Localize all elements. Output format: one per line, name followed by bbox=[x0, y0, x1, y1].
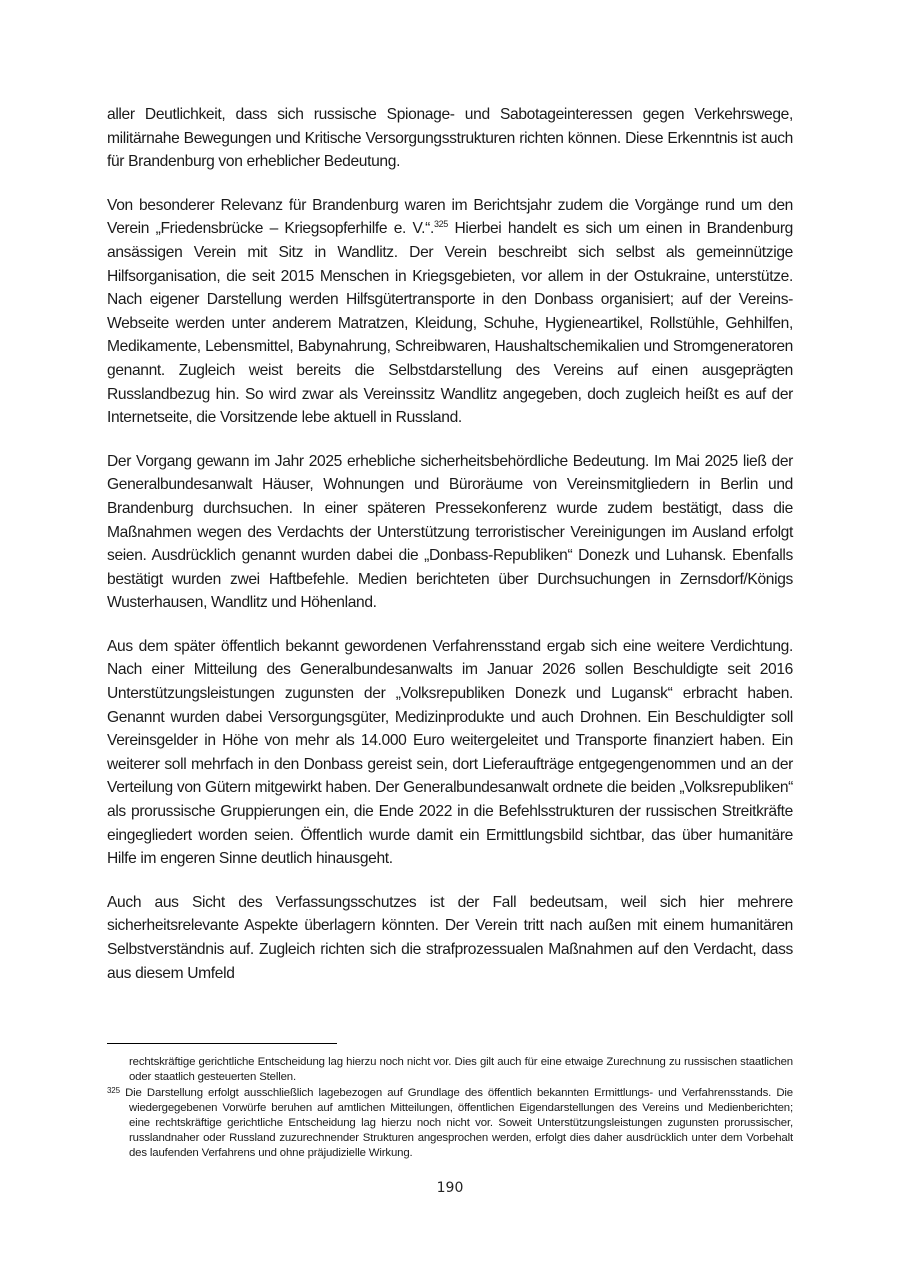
paragraph: aller Deutlichkeit, dass sich russische Spionage- und Sabotageinteressen gegen Verkehrswege, militärnahe Bewegungen und Kritische Versorgungsstrukturen richten können. Diese Erkenntnis ist auch für Brandenburg von erheblicher Bedeutung. bbox=[107, 106, 793, 171]
page-number: 190 bbox=[436, 1180, 464, 1196]
footnote-reference[interactable]: 325 bbox=[433, 219, 448, 230]
body-text bbox=[107, 103, 793, 1005]
paragraph-text: Von besonderer Relevanz für Brandenburg waren im Berichtsjahr zudem die Vorgänge rund um den Verein „Friedensbrücke – Kriegsopferhilfe e. V.“. bbox=[107, 196, 793, 238]
paragraph: Aus dem später öffentlich bekannt gewordenen Verfahrensstand ergab sich eine weitere Verdichtung. Nach einer Mitteilung des Generalbundesanwalts im Januar 2026 sollen Beschuldigte seit 2016 Unterstützungsleistungen zugunsten der „Volksrepubliken Donezk und Lugansk“ erbracht haben. Genannt wurden dabei Versorgungsgüter, Medizinprodukte und auch Drohnen. Ein Beschuldigter soll Vereinsgelder in Höhe von mehr als 14.000 Euro weitergeleitet und Transporte finanziert haben. Ein weiterer soll mehrfach in den Donbass gereist sein, dort Lieferaufträge entgegengenommen und an der Verteilung von Gütern mitgewirkt haben. Der Generalbundesanwalt ordnete die beiden „Volksrepubliken“ als prorussische Gruppierungen ein, die Ende 2022 in die Befehlsstrukturen der russischen Streitkräfte eingegliedert worden seien. Öffentlich wurde damit ein Ermittlungsbild sichtbar, das über humanitäre Hilfe im engeren Sinne deutlich hinausgeht. bbox=[107, 637, 793, 868]
footnote-text: Die Darstellung erfolgt ausschließlich lagebezogen auf Grundlage des öffentlich bekannten Ermittlungs- und Verfahrensstands. Die wiedergegebenen Vorwürfe beruhen auf amtlichen Mitteilungen, öffentlichen Eigendarstellungen des Vereins und Medienberichten; eine rechtskräftige gerichtliche Entscheidung lag hierzu noch nicht vor. Soweit Unterstützungsleistungen zugunsten prorussischer, russlandnaher oder Russland zuzurechnender Strukturen angesprochen werden, erfolgt dies daher ausdrücklich unter dem Vorbehalt des laufenden Verfahrens und ohne präjudizielle Wirkung. bbox=[119, 1087, 793, 1159]
paragraph: Der Vorgang gewann im Jahr 2025 erhebliche sicherheitsbehördliche Bedeutung. Im Mai 2025 ließ der Generalbundesanwalt Häuser, Wohnungen und Büroräume von Vereinsmitgliedern in Berlin und Brandenburg durchsuchen. In einer späteren Pressekonferenz wurde zudem bestätigt, dass die Maßnahmen wegen des Verdachts der Unterstützung terroristischer Vereinigungen im Ausland erfolgt seien. Ausdrücklich genannt wurden dabei die „Donbass-Republiken“ Donezk und Luhansk. Ebenfalls bestätigt wurden zwei Haftbefehle. Medien berichteten über Durchsuchungen in Zernsdorf/Königs Wusterhausen, Wandlitz und Höhenland. bbox=[107, 452, 793, 612]
footnote-continuation: rechtskräftige gerichtliche Entscheidung lag hierzu noch nicht vor. Dies gilt auch für eine etwaige Zurechnung zu russischen staatlichen oder staatlich gesteuerten Stellen. bbox=[129, 1056, 793, 1083]
footnotes bbox=[107, 1055, 793, 1162]
footnote-marker: 325 bbox=[107, 1086, 120, 1095]
paragraph: Auch aus Sicht des Verfassungsschutzes ist der Fall bedeutsam, weil sich hier mehrere sicherheitsrelevante Aspekte überlagern könnten. Der Verein tritt nach außen mit einem humanitären Selbstverständnis auf. Zugleich richten sich die strafprozessualen Maßnahmen auf den Verdacht, dass aus diesem Umfeld bbox=[107, 893, 793, 982]
paragraph bbox=[107, 194, 793, 430]
paragraph-text: Hierbei handelt es sich um einen in Brandenburg ansässigen Verein mit Sitz in Wandlitz. Der Verein beschreibt sich selbst als gemeinnützige Hilfsorganisation, die seit 2015 Menschen in Kriegsgebieten, vor allem in der Ostukraine, unterstütze. Nach eigener Darstellung werden Hilfsgütertransporte in den Donbass organisiert; auf der Vereins-Webseite werden unter anderem Matratzen, Kleidung, Schuhe, Hygieneartikel, Rollstühle, Gehhilfen, Medikamente, Lebensmittel, Babynahrung, Schreibwaren, Haushaltschemikalien und Stromgeneratoren genannt. Zugleich weist bereits die Selbstdarstellung des Vereins auf einen ausgeprägten Russlandbezug hin. So wird zwar als Vereinssitz Wandlitz angegeben, doch zugleich heißt es auf der Internetseite, die Vorsitzende lebe aktuell in Russland. bbox=[107, 220, 793, 427]
footnote-325 bbox=[107, 1086, 793, 1161]
footnote-separator bbox=[107, 1043, 337, 1044]
